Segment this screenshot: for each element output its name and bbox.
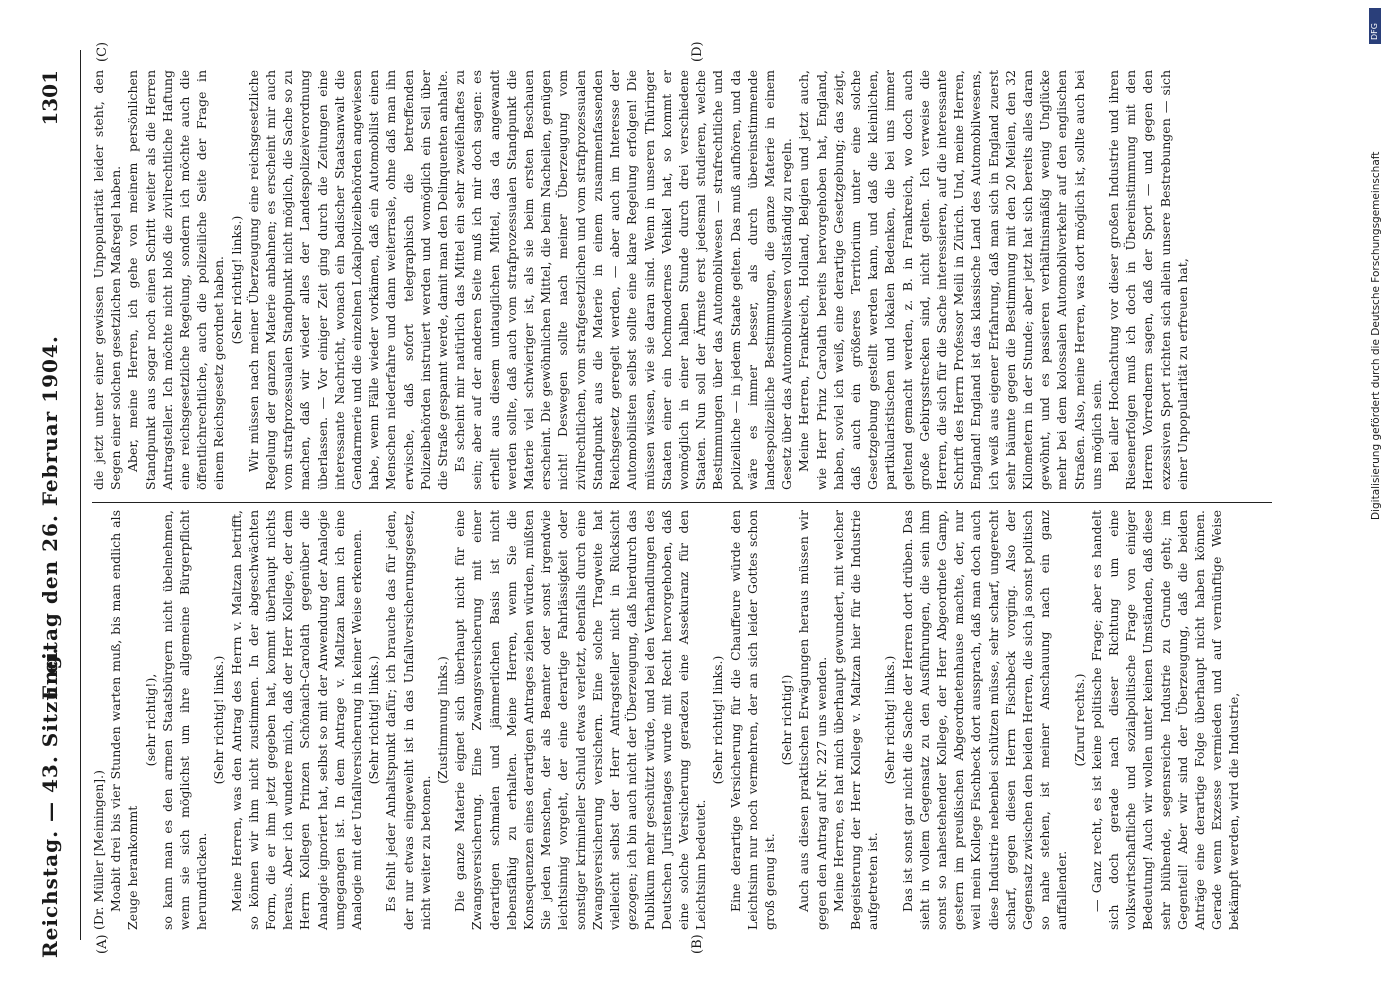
margin-marker-d: (D)	[690, 41, 705, 62]
paragraph: Moabit drei bis vier Stunden warten muß, bis man endlich als Zeuge herankommt	[108, 510, 141, 930]
interjection: (Zustimmung links.)	[435, 656, 451, 784]
interjection: (Sehr richtig! links.)	[710, 655, 726, 785]
interjection: (Sehr richtig! links.)	[366, 655, 382, 785]
column-divider	[92, 502, 1272, 503]
page-header	[38, 0, 78, 1000]
header-rule	[80, 50, 81, 940]
margin-marker-a: (A)	[95, 934, 110, 954]
paragraph: Es scheint mir natürlich das Mittel ein sehr zweifelhaftes zu sein; aber auf der anderen Seite muß ich mir doch sagen: es erhellt aus diesem untauglichen Mittel, das da angewandt werden sollte, daß auch vom strafprozessualen Standpunkt die Materie viel schwieriger ist, als sie beim ersten Beschauen erscheint. Die gewöhnlichen Mittel, die beim Nacheilen, genügen nicht! Deswegen sollte nach meiner Überzeugung vom zivilrechtlichen, vom strafgesetzlichen und vom strafprozessualen Standpunkt aus die Materie in einem zusammenfassenden Reichsgesetz geregelt werden, — aber auch im Interesse der Automobilisten selbst sollte eine klare Regelung erfolgen! Die müssen wissen, wie sie daran sind. Wenn in unseren Thüringer Staaten einer ein hochmodernes Vehikel hat, so kommt er womöglich in einer halben Stunde durch drei verschiedene Staaten. Nun soll der Ärmste erst jedesmal studieren, welche Bestimmungen über das Automobilwesen — strafrechtliche und polizeiliche — in jedem Staate gelten. Das muß aufhören, und da wäre es immer besser, als durch übereinstimmende landespolizeiliche Bestimmungen, die ganze Materie in einem Gesetz über das Automobilwesen vollständig zu regeln.	[452, 70, 795, 490]
paragraph: Das ist sonst gar nicht die Sache der Herren dort drüben. Das sieht in vollem Gegensatz zu den Ausführungen, die sein ihm sonst so nahestehender Kollege, der Herr Abgeordnete Gamp, gestern im preußischen Abgeordnetenhause machte, der, nur weil mein Kollege Fischbeck dort aussprach, daß man doch auch diese Industrie nebenbei schützen müsse, sehr scharf, ungerecht scharf, gegen diesen Herrn Fischbeck vorging. Also der Gegensatz zwischen den beiden Herren, die sich ja sonst politisch so nahe stehen, ist meiner Anschauung nach ein ganz auffallender.	[899, 510, 1070, 930]
paragraph: Auch aus diesen praktischen Erwägungen heraus müssen wir gegen den Antrag auf Nr. 227 uns wenden.	[796, 510, 829, 930]
paragraph: — Ganz recht, es ist keine politische Frage; aber es handelt sich doch gerade nach dieser Richtung um eine volkswirtschaftliche und sozialpolitische Frage von einiger Bedeutung! Auch wir wollen unter keinen Umständen, daß diese sehr blühende, segensreiche Industrie zu Grunde geht; im Gegenteil! Aber wir sind der Überzeugung, daß die beiden Anträge eine derartige Folge überhaupt nicht haben können. Gerade wenn Exzesse vermieden und auf vernünftige Weise bekämpft werden, wird die Industrie,	[1088, 510, 1242, 930]
interjection: (Sehr richtig! links.)	[228, 215, 244, 345]
paragraph: Es fehlt jeder Anhaltspunkt dafür; ich brauche das für jeden, der nur etwas eingeweiht ist in das Unfallversicherungsgesetz, nicht weiter zu betonen.	[383, 510, 433, 930]
page-number: 1301	[38, 70, 62, 126]
paragraph: Meine Herren, Frankreich, Holland, Belgien und jetzt auch, wie Herr Prinz Carolath bereits hervorgehoben hat, England, haben, soviel ich weiß, eine derartige Gesetzgebung; das zeigt, daß auch ein größeres Territorium unter eine solche Gesetzgebung gestellt werden kann, und daß die kleinlichen, partikularistischen und lokalen Bedenken, die bei uns immer geltend gemacht werden, z. B. in Frankreich, wo doch auch große Gebirgsstrecken sind, nicht gelten. Ich verweise die Herren, die sich für die Sache interessieren, auf die interessante Schrift des Herrn Professor Meili in Zürich. Und, meine Herren, England! England ist das klassische Land des Automobilwesens, ich weiß aus eigener Erfahrung, daß man sich in England zuerst sehr bäumte gegen die Bestimmung mit den 20 Meilen, den 32 Kilometern in der Stunde; aber jetzt hat sich bereits alles daran gewöhnt, und es passieren verhältnismäßig wenig Unglücke mehr bei dem kolossalen Automobilverkehr auf den englischen Straßen. Also, meine Herren, was dort möglich ist, sollte auch bei uns möglich sein.	[796, 70, 1104, 490]
header-date: Freitag den 26. Februar 1904.	[38, 335, 62, 700]
margin-marker-b: (B)	[690, 934, 705, 954]
left-column	[90, 510, 1243, 930]
paragraph: Aber, meine Herren, ich gehe von meinem persönlichen Standpunkt aus sogar noch einen Schritt weiter als die Herren Antragsteller. Ich möchte nicht bloß die zivilrechtliche Haftung eine reichsgesetzliche Regelung, sondern ich möchte auch die öffentlichrechtliche, auch die polizeiliche Seite der Frage in einem Reichsgesetz geordnet haben.	[125, 70, 227, 490]
paragraph: Bei aller Hochachtung vor dieser großen Industrie und ihren Riesenerfolgen muß ich doch in Übereinstimmung mit den Herren Vorrednern sagen, daß der Sport — und gegen den exzessiven Sport richten sich allein unsere Bestrebungen — sich einer Unpopularität zu erfreuen hat,	[1105, 70, 1190, 490]
interjection: (Sehr richtig!)	[779, 674, 795, 766]
digitization-note: Digitalisierung gefördert durch die Deutsche Forschungsgemeinschaft	[1370, 151, 1382, 520]
dfg-logo	[1369, 8, 1381, 44]
paragraph: Meine Herren, was den Antrag des Herrn v. Maltzan betrifft, so können wir ihm nicht zustimmen. In der abgeschwächten Form, die er ihm jetzt gegeben hat, kommt überhaupt nichts heraus. Aber ich wundere mich, daß der Herr Kollege, der dem Herrn Kollegen Prinzen Schönaich-Carolath gegenüber die Analogie ignoriert hat, selbst so mit der Anwendung der Analogie umgegangen ist. In dem Antrage v. Maltzan kann ich eine Analogie mit der Unfallversicherung in keiner Weise erkennen.	[228, 510, 365, 930]
margin-marker-c: (C)	[95, 41, 110, 62]
paragraph: Wir müssen nach meiner Überzeugung eine reichsgesetzliche Regelung der ganzen Materie anbahnen; es erscheint mir auch vom strafprozessualen Standpunkt nicht möglich, die Sache so zu machen, daß wir wieder alles der Landespolizeiverordnung überlassen. — Vor einiger Zeit ging durch die Zeitungen eine interessante Nachricht, wonach ein badischer Staatsanwalt die Gendarmerie und die einzelnen Lokalpolizeibehörden angewiesen habe, wenn Fälle wieder vorkämen, daß ein Automobilist einen Menschen niederfahre und dann weiterrasle, ohne daß man ihn erwische, daß sofort telegraphisch die betreffenden Polizeibehörden instruiert werden und womöglich ein Seil über die Straße gespannt werde, damit man den Delinquenten anhalte.	[245, 70, 451, 490]
paragraph: Die ganze Materie eignet sich überhaupt nicht für eine Zwangsversicherung. Eine Zwangsversicherung mit einer derartigen schmalen und jämmerlichen Basis ist nicht lebensfähig zu erhalten. Meine Herren, wenn Sie die Konsequenzen eines derartigen Antrages ziehen würden, müßten Sie jeden Menschen, der als Beamter oder sonst irgendwie leichtsinnig vorgeht, der eine derartige Fahrlässigkeit oder sonstiger krimineller Schuld etwas verletzt, ebenfalls durch eine Zwangsversicherung versichern. Eine solche Tragweite hat vielleicht selbst der Herr Antragsteller nicht in Rücksicht gezogen; ich bin auch nicht der Überzeugung, daß hierdurch das Publikum mehr geschützt würde, und bei den Verhandlungen des Deutschen Juristentages wurde mit Recht hervorgehoben, daß eine solche Versicherung geradezu eine Assekuranz für den Leichtsinn bedeutet.	[452, 510, 709, 930]
paragraph: Eine derartige Versicherung für die Chauffeure würde den Leichtsinn nur noch vermehren, der an sich leider Gottes schon groß genug ist.	[727, 510, 777, 930]
header-left: Reichstag. — 43. Sitzung.	[38, 646, 62, 958]
interjection: (Sehr richtig! links.)	[882, 655, 898, 785]
speaker-note: (Dr. Müller [Meiningen].)	[91, 770, 106, 930]
paragraph: die jetzt unter einer gewissen Unpopularität leider steht, den Segen einer solchen gesetzlichen Maßregel haben.	[91, 70, 124, 490]
dfg-logo-text: DFG	[1370, 23, 1379, 40]
interjection: (Zuruf rechts.)	[1071, 673, 1087, 767]
paragraph: Meine Herren, es hat mich überhaupt gewundert, mit welcher Begeisterung der Herr Kollege v. Maltzan hier für die Industrie aufgetreten ist.	[830, 510, 881, 930]
interjection: (Sehr richtig! links.)	[211, 655, 227, 785]
right-column	[90, 70, 1191, 490]
interjection: (sehr richtig!),	[142, 673, 158, 767]
paragraph: so kann man es den armen Staatsbürgern nicht übelnehmen, wenn sie sich möglichst um ihre allgemeine Bürgerpflicht herumdrücken.	[159, 510, 210, 930]
